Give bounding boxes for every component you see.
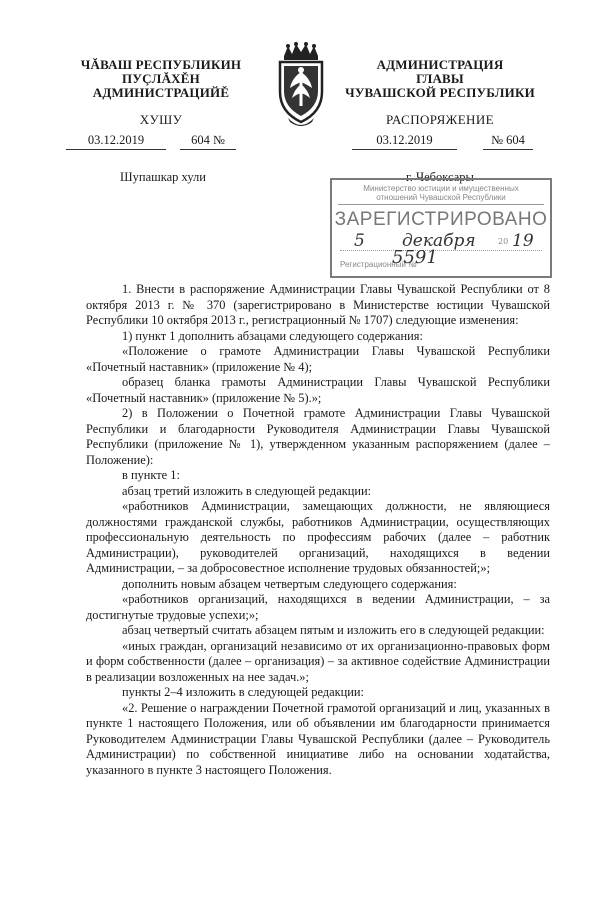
paragraph-2: 1) пункт 1 дополнить абзацами следующего содержания:: [122, 328, 423, 343]
header-left-title: [66, 58, 256, 100]
coat-of-arms-emblem: [270, 42, 332, 128]
header-right-number: № 604: [483, 133, 533, 150]
paragraph-12: «иных граждан, организаций независимо от их организационно-правовых форм и форм собственности (далее – организация) – за активное содействие Администрации в реализации возложенных на нее задач.»;: [86, 638, 550, 684]
stamp-title: ЗАРЕГИСТРИРОВАНО: [334, 209, 548, 230]
header-left-line1: ЧĂВАШ РЕСПУБЛИКИН: [80, 57, 242, 72]
header-left-doc-type: ХУШУ: [139, 112, 183, 127]
header-right-date: 03.12.2019: [352, 133, 457, 150]
stamp-reg-row: [340, 247, 542, 271]
stamp-year: 19: [512, 231, 534, 251]
stamp-month: декабря: [402, 231, 476, 251]
header-left-line3: АДМИНИСТРАЦИЙĚ: [92, 85, 230, 100]
paragraph-6: в пункте 1:: [122, 468, 180, 482]
paragraph-10: «работников организаций, находящихся в ведении Администрации, – за достигнутые трудовые успехи;»;: [86, 592, 550, 622]
header-left-city: Шупашкар хули: [120, 170, 206, 184]
paragraph-7: абзац третий изложить в следующей редакции:: [122, 483, 372, 498]
header-right-doc-type: РАСПОРЯЖЕНИЕ: [386, 112, 494, 127]
stamp-day: 5: [354, 231, 365, 251]
paragraph-1: 1. Внести в распоряжение Администрации Главы Чувашской Республики от 8 октября 2013 г. № 370 (зарегистрировано в Министерстве юстиции Чувашской Республики 10 октября 2013 г., регистрационный № 1707) следующие изменения:: [86, 282, 550, 327]
paragraph-13: пункты 2–4 изложить в следующей редакции:: [122, 685, 364, 699]
stamp-reg-number: 5591: [392, 247, 438, 268]
document-body: [86, 282, 550, 778]
paragraph-9: дополнить новым абзацем четвертым следующего содержания:: [122, 576, 457, 591]
stamp-ministry-line1: Министерство юстиции и имущественных: [363, 184, 519, 193]
paragraph-14: «2. Решение о награждении Почетной грамотой организаций и лиц, указанных в пункте 1 настоящего Положения, или об объявлении им благодарности принимается Руководителем Администрации Главы Чувашской Республики (далее – Руководитель Администрации) по собственной инициативе либо на основании ходатайства, указанного в пункте 3 настоящего Положения.: [86, 700, 550, 777]
header-right-title: [340, 58, 540, 100]
header-left-date: 03.12.2019: [66, 133, 166, 150]
paragraph-11: абзац четвертый считать абзацем пятым и изложить его в следующей редакции:: [122, 623, 545, 637]
stamp-year-prefix: 20: [498, 237, 509, 246]
stamp-reg-label: Регистрационный №: [340, 260, 417, 269]
header-right-line2: ГЛАВЫ: [416, 71, 464, 86]
paragraph-5: 2) в Положении о Почетной грамоте Администрации Главы Чувашской Республики и благодарности Руководителя Администрации Главы Чувашской Республики (приложение № 1), утвержденном указанным распоряжением (далее – Положение):: [86, 406, 550, 467]
header-left-line2: ПУÇЛĂХĚН: [122, 71, 200, 86]
header-left-number: 604 №: [180, 133, 236, 150]
paragraph-8: «работников Администрации, замещающих должности, не являющиеся должностями гражданской службы, работников Администрации, осуществляющих профессиональную деятельность по профессиям рабочих (далее – работник Администрации), руководителей организаций, находящихся в ведении Администрации, – за добросовестное исполнение трудовых обязанностей;»;: [86, 499, 550, 575]
header-right-city: г. Чебоксары: [406, 170, 474, 184]
registration-stamp: [330, 178, 552, 278]
paragraph-4: образец бланка грамоты Администрации Главы Чувашской Республики «Почетный наставник» (приложение № 5).»;: [86, 375, 550, 405]
stamp-date-row: [340, 233, 542, 253]
paragraph-3: «Положение о грамоте Администрации Главы Чувашской Республики «Почетный наставник» (приложение № 4);: [86, 344, 550, 374]
header-right-line3: ЧУВАШСКОЙ РЕСПУБЛИКИ: [345, 85, 535, 100]
header-right-line1: АДМИНИСТРАЦИЯ: [376, 57, 504, 72]
stamp-ministry-line2: отношений Чувашской Республики: [338, 193, 544, 205]
